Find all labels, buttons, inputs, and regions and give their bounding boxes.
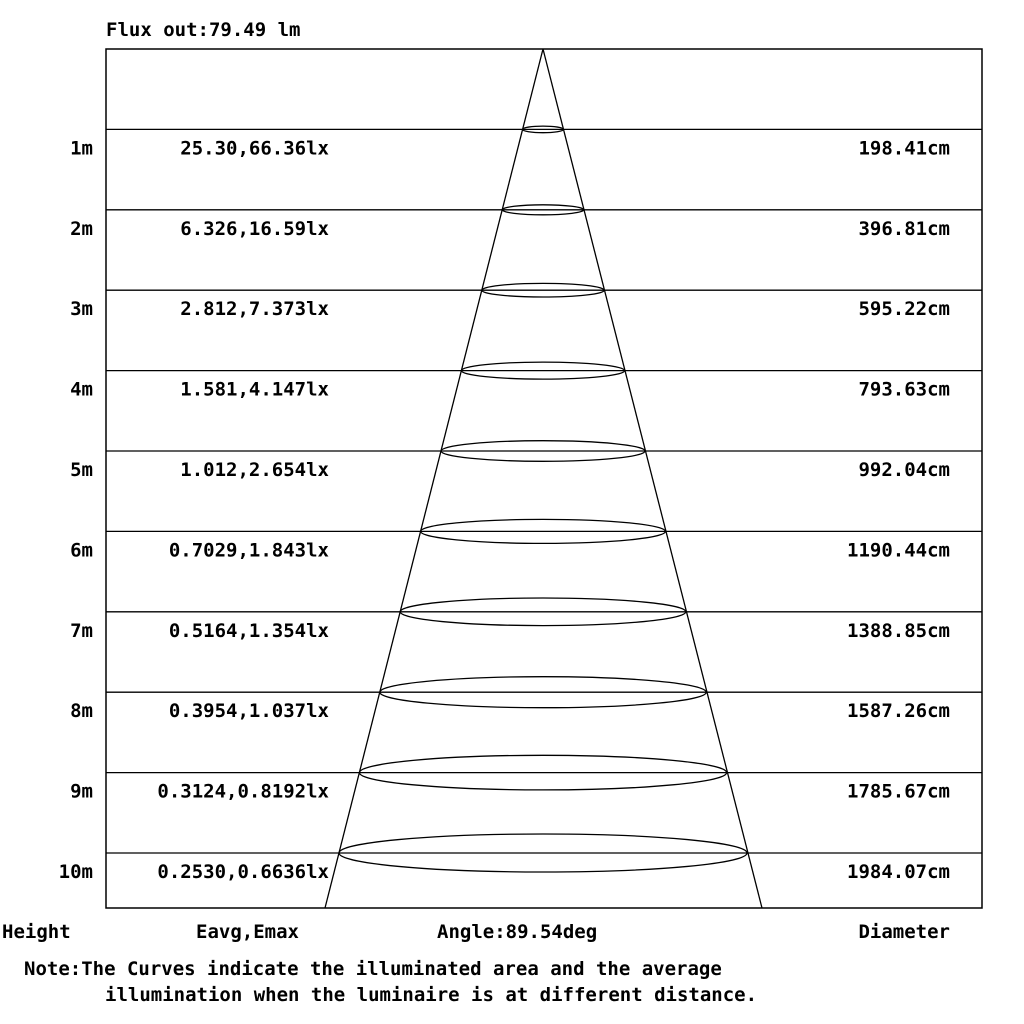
row-illuminance: 0.5164,1.354lx xyxy=(168,619,329,642)
row-diameter: 1388.85cm xyxy=(847,619,950,642)
row-illuminance: 0.7029,1.843lx xyxy=(168,539,329,562)
flux-out-label: Flux out:79.49 lm xyxy=(106,19,301,41)
row-height: 9m xyxy=(70,780,93,803)
row-diameter: 396.81cm xyxy=(858,217,950,240)
distance-row xyxy=(70,137,950,159)
row-diameter: 793.63cm xyxy=(858,378,950,401)
distance-row xyxy=(70,459,950,481)
row-height: 2m xyxy=(70,217,93,240)
diameter-column-label: Diameter xyxy=(858,921,950,943)
note-line-2: illumination when the luminaire is at different distance. xyxy=(105,984,758,1006)
row-height: 1m xyxy=(70,137,93,160)
distance-rows xyxy=(59,137,950,883)
row-diameter: 198.41cm xyxy=(858,137,950,160)
cone-left-edge xyxy=(325,49,543,908)
distance-row xyxy=(70,379,950,401)
row-illuminance: 1.012,2.654lx xyxy=(180,459,329,481)
cone-right-edge xyxy=(543,49,762,908)
row-height: 4m xyxy=(70,378,93,401)
row-diameter: 1984.07cm xyxy=(847,861,950,883)
distance-row xyxy=(70,298,950,320)
row-diameter: 595.22cm xyxy=(858,298,950,321)
distance-row xyxy=(70,781,950,803)
beam-cone xyxy=(325,49,762,908)
row-height: 10m xyxy=(58,861,93,883)
row-height: 3m xyxy=(70,298,93,321)
distance-row xyxy=(70,700,950,722)
note-line-1: Note:The Curves indicate the illuminated area and the average xyxy=(24,958,722,980)
row-diameter: 1587.26cm xyxy=(847,700,950,723)
distance-row xyxy=(70,218,950,240)
row-illuminance: 0.2530,0.6636lx xyxy=(157,861,329,883)
row-height: 7m xyxy=(70,619,93,642)
row-height: 6m xyxy=(70,539,93,562)
illuminated-areas xyxy=(339,126,747,872)
row-diameter: 992.04cm xyxy=(858,459,950,481)
row-illuminance: 6.326,16.59lx xyxy=(180,217,329,240)
row-height: 5m xyxy=(70,459,93,481)
row-illuminance: 25.30,66.36lx xyxy=(180,137,329,160)
row-diameter: 1785.67cm xyxy=(847,780,950,803)
beam-angle-label: Angle:89.54deg xyxy=(437,921,598,943)
height-column-label: Height xyxy=(2,921,71,943)
distance-row xyxy=(70,620,950,642)
row-illuminance: 0.3124,0.8192lx xyxy=(157,780,329,803)
row-illuminance: 1.581,4.147lx xyxy=(180,378,329,401)
row-height: 8m xyxy=(70,700,93,723)
row-illuminance: 0.3954,1.037lx xyxy=(168,700,329,723)
row-diameter: 1190.44cm xyxy=(847,539,950,562)
eavg-emax-column-label: Eavg,Emax xyxy=(196,921,299,943)
row-illuminance: 2.812,7.373lx xyxy=(180,298,329,321)
